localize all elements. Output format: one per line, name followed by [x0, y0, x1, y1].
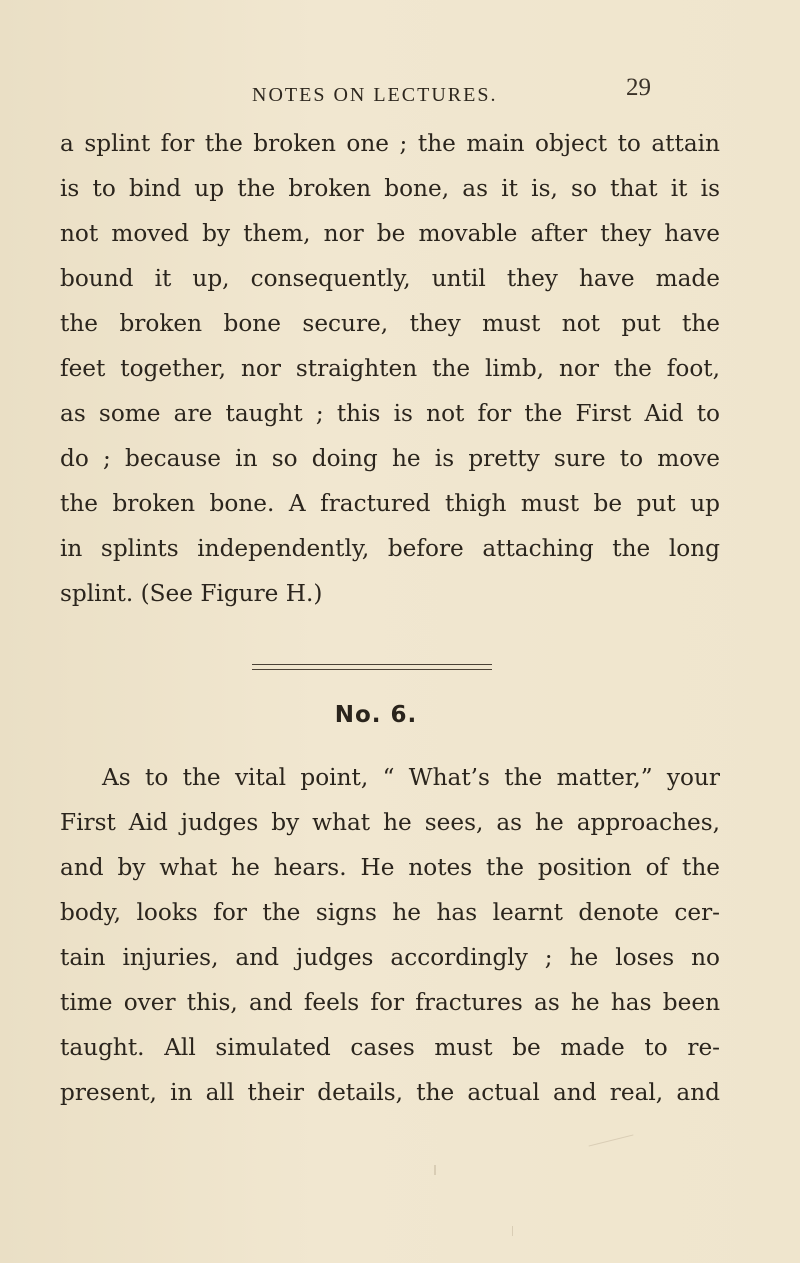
page-number: 29: [626, 74, 651, 101]
text-line: not moved by them, nor be movable after they have: [60, 220, 720, 247]
divider-rule-bottom: [252, 669, 492, 670]
paper-blemish: [434, 1165, 436, 1175]
text-line: do ; because in so doing he is pretty sure to move: [60, 445, 720, 472]
text-line: time over this, and feels for fractures as he has been: [60, 989, 720, 1016]
text-line: splint. (See Figure H.): [60, 580, 323, 607]
text-line: a splint for the broken one ; the main object to attain: [60, 130, 720, 157]
header-title: NOTES ON LECTURES.: [252, 84, 498, 106]
text-line: the broken bone. A fractured thigh must be put up: [60, 490, 720, 517]
text-line: feet together, nor straighten the limb, nor the foot,: [60, 355, 720, 382]
text-line: the broken bone secure, they must not put the: [60, 310, 720, 337]
paper-blemish: [512, 1226, 513, 1236]
text-line: present, in all their details, the actual and real, and: [60, 1079, 720, 1106]
text-line: is to bind up the broken bone, as it is, so that it is: [60, 175, 720, 202]
paper-blemish: [589, 1134, 634, 1146]
divider-rule-top: [252, 664, 492, 665]
text-line: tain injuries, and judges accordingly ; he loses no: [60, 944, 720, 971]
text-line: taught. All simulated cases must be made to re-: [60, 1034, 720, 1061]
text-line: As to the vital point, “ What’s the matter,” your: [102, 764, 720, 791]
text-line: as some are taught ; this is not for the First Aid to: [60, 400, 720, 427]
text-line: body, looks for the signs he has learnt denote cer-: [60, 899, 720, 926]
text-line: First Aid judges by what he sees, as he approaches,: [60, 809, 720, 836]
section-heading: No. 6.: [334, 702, 418, 728]
text-line: bound it up, consequently, until they have made: [60, 265, 720, 292]
text-line: and by what he hears. He notes the position of the: [60, 854, 720, 881]
text-line: in splints independently, before attaching the long: [60, 535, 720, 562]
